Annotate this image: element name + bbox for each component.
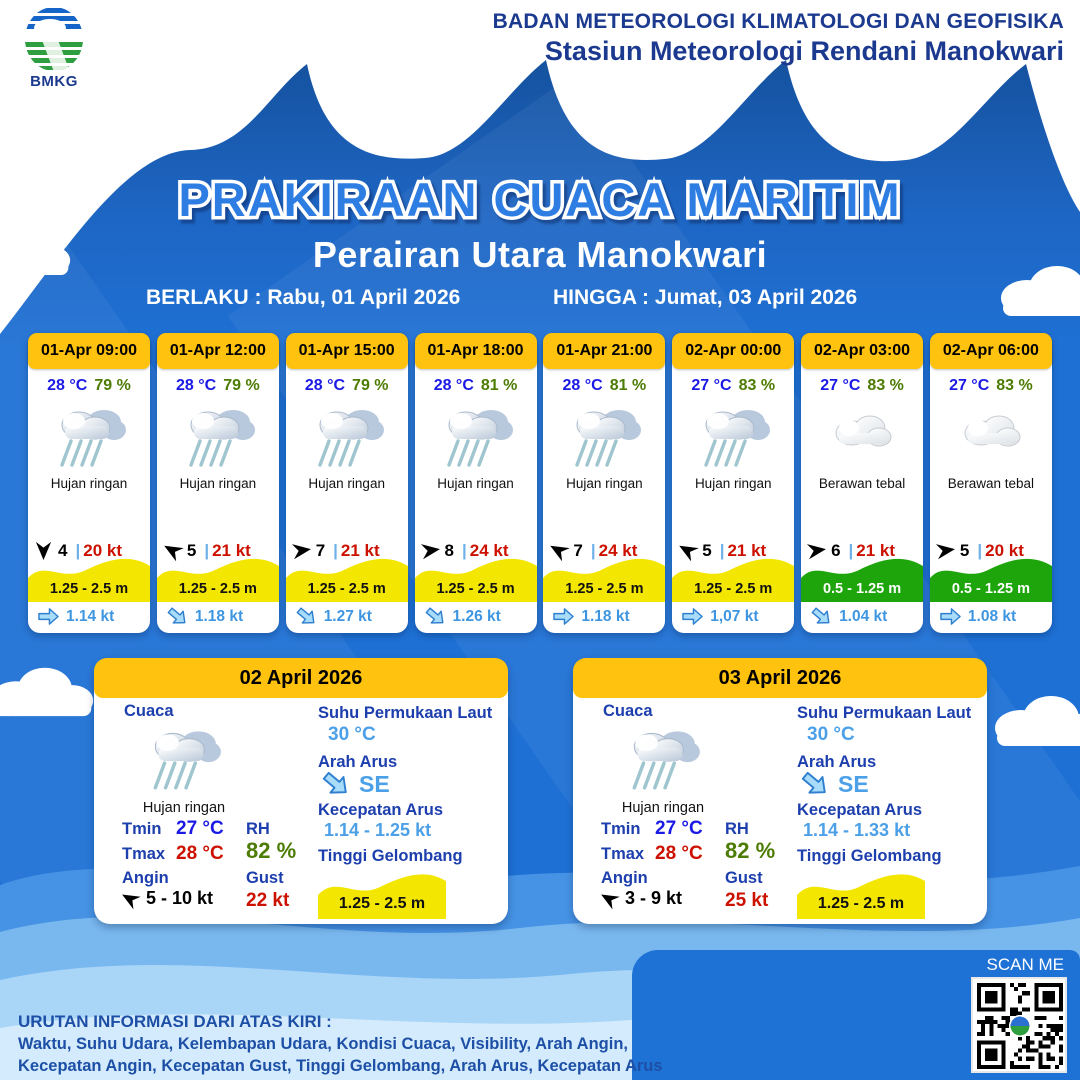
current-speed: 1.18 kt <box>581 607 630 625</box>
wind-direction-icon <box>595 885 622 912</box>
current-row <box>938 603 1048 630</box>
current-direction-icon <box>794 763 837 805</box>
wave-height: 1.25 - 2.5 m <box>307 581 386 597</box>
hourly-forecast-card <box>801 333 923 633</box>
tmax-value: 28 °C <box>176 843 224 864</box>
current-speed: 1.08 kt <box>967 607 1017 625</box>
daily-date: 02 April 2026 <box>94 658 508 698</box>
daily-date: 03 April 2026 <box>573 658 987 698</box>
gust-speed: 24 kt <box>598 540 638 560</box>
current-row <box>809 603 919 630</box>
label-current-direction: Arah Arus <box>797 753 877 771</box>
weather-condition: Hujan ringan <box>694 476 772 491</box>
weather-icon-box <box>436 395 516 475</box>
wave-height: 1.25 - 2.5 m <box>178 581 257 597</box>
label-gust: Gust <box>725 869 763 887</box>
daily-row <box>0 658 1080 928</box>
wind-direction-icon <box>805 539 829 563</box>
current-speed-range: 1.14 - 1.33 kt <box>803 820 911 840</box>
wind-direction-icon <box>934 539 958 563</box>
org-name-line1: BADAN METEOROLOGI KLIMATOLOGI DAN GEOFISIKA <box>492 10 1064 33</box>
separator-pipe: | <box>977 540 983 560</box>
daily-condition: Hujan ringan <box>142 800 226 816</box>
scan-me-label: SCAN ME <box>986 955 1064 974</box>
valid-from-date: Rabu, 01 April 2026 <box>267 286 461 309</box>
gust-speed: 20 kt <box>985 540 1024 560</box>
separator-pipe: | <box>204 540 210 560</box>
current-speed: 1.04 kt <box>839 607 888 625</box>
footer-info <box>18 1012 663 1076</box>
validity-row <box>0 286 1080 316</box>
label-gust: Gust <box>246 869 284 887</box>
air-temperature: 28 °C <box>176 377 217 394</box>
temp-humidity-row <box>286 377 408 395</box>
current-row <box>680 603 790 630</box>
current-direction-row <box>799 770 869 798</box>
label-tmin: Tmin <box>601 820 641 838</box>
current-direction-icon <box>419 600 452 632</box>
current-row <box>294 603 404 630</box>
weather-icon-box <box>822 395 902 475</box>
wind-row <box>548 540 662 561</box>
label-rh: RH <box>246 820 270 838</box>
label-tmax: Tmax <box>601 845 645 863</box>
visibility-value: 6 <box>831 540 841 560</box>
current-direction-icon <box>161 600 194 632</box>
visibility-value: 7 <box>573 540 583 560</box>
visibility-value: 7 <box>315 540 326 560</box>
footer-line1: Waktu, Suhu Udara, Kelembapan Udara, Kondisi Cuaca, Visibility, Arah Angin, <box>18 1035 629 1053</box>
label-tmax: Tmax <box>122 845 166 863</box>
current-direction-icon <box>805 600 838 632</box>
valid-to-label: HINGGA : <box>553 286 650 309</box>
rain-cloud-icon <box>307 395 387 475</box>
tmin-value: 27 °C <box>176 818 224 839</box>
weather-icon-box <box>951 395 1031 475</box>
humidity: 79 % <box>94 377 131 394</box>
bmkg-logo <box>18 6 90 90</box>
visibility-value: 8 <box>444 540 454 560</box>
wind-direction-icon <box>116 885 143 912</box>
visibility-value: 5 <box>959 540 970 560</box>
current-direction-icon <box>36 606 61 627</box>
air-temperature: 27 °C <box>691 377 732 394</box>
forecast-time: 02-Apr 03:00 <box>801 333 923 369</box>
gust-speed: 24 kt <box>469 540 509 560</box>
air-temperature: 27 °C <box>949 377 990 394</box>
label-cuaca: Cuaca <box>124 702 174 720</box>
current-speed: 1.14 kt <box>66 607 115 625</box>
rh-value: 82 % <box>725 838 776 863</box>
wind-row <box>162 540 276 561</box>
current-speed: 1.26 kt <box>452 607 501 625</box>
rain-cloud-icon <box>693 395 773 475</box>
gust-speed: 20 kt <box>83 540 122 560</box>
current-speed: 1,07 kt <box>710 607 759 625</box>
wind-direction-icon <box>33 540 54 561</box>
current-speed: 1.18 kt <box>194 607 244 625</box>
humidity: 83 % <box>996 377 1033 394</box>
forecast-time: 02-Apr 00:00 <box>672 333 794 369</box>
rain-cloud-icon <box>436 395 516 475</box>
current-direction-value: SE <box>838 770 869 797</box>
weather-condition: Berawan tebal <box>947 476 1035 491</box>
valid-from-label: BERLAKU : <box>146 286 262 309</box>
qr-code <box>971 977 1067 1073</box>
air-temperature: 28 °C <box>47 377 88 394</box>
scan-panel <box>632 950 1080 1080</box>
wind-range: 5 - 10 kt <box>146 888 214 908</box>
weather-condition: Hujan ringan <box>566 476 643 491</box>
hourly-forecast-card <box>286 333 408 633</box>
temp-humidity-row <box>157 377 279 395</box>
humidity: 83 % <box>738 377 776 394</box>
hourly-forecast-card <box>415 333 537 633</box>
air-temperature: 28 °C <box>304 377 346 394</box>
hourly-forecast-card <box>930 333 1052 633</box>
forecast-time: 01-Apr 18:00 <box>415 333 537 369</box>
weather-icon-box <box>307 395 387 475</box>
main-title <box>0 166 1080 236</box>
weather-condition: Hujan ringan <box>179 476 257 491</box>
weather-condition: Hujan ringan <box>308 476 385 491</box>
air-temperature: 27 °C <box>820 377 861 394</box>
rain-cloud-icon <box>178 395 258 475</box>
current-direction-icon <box>315 763 358 805</box>
wave-height: 1.25 - 2.5 m <box>694 581 773 597</box>
temp-humidity-row <box>415 377 537 395</box>
wind-direction-icon <box>673 536 702 565</box>
separator-pipe: | <box>333 540 338 560</box>
current-speed: 1.27 kt <box>323 607 372 625</box>
gust-speed: 21 kt <box>727 540 767 560</box>
wind-row <box>33 540 147 561</box>
label-wave-height: Tinggi Gelombang <box>318 847 463 865</box>
air-temperature: 28 °C <box>433 377 474 394</box>
weather-icon-box <box>49 395 129 475</box>
label-wave-height: Tinggi Gelombang <box>797 847 942 865</box>
thick-cloud-icon <box>951 395 1031 475</box>
sea-surface-temp-value: 30 °C <box>328 724 376 745</box>
current-row <box>551 603 661 630</box>
weather-condition: Hujan ringan <box>437 476 514 491</box>
wind-direction-icon <box>545 536 574 565</box>
wind-row <box>806 540 920 561</box>
humidity: 81 % <box>480 377 518 394</box>
hourly-forecast-card <box>672 333 794 633</box>
current-direction-icon <box>290 600 323 632</box>
forecast-time: 01-Apr 21:00 <box>543 333 665 369</box>
wave-height: 0.5 - 1.25 m <box>951 581 1030 597</box>
bmkg-logo-label: BMKG <box>30 73 78 90</box>
hourly-forecast-card <box>28 333 150 633</box>
separator-pipe: | <box>719 540 725 560</box>
wind-direction-icon <box>289 539 313 563</box>
valid-to-date: Jumat, 03 April 2026 <box>654 286 858 309</box>
weather-icon-box <box>693 395 773 475</box>
wave-height: 0.5 - 1.25 m <box>822 581 902 597</box>
thick-cloud-icon <box>822 395 902 475</box>
current-direction-row <box>320 770 390 798</box>
humidity: 79 % <box>352 377 389 394</box>
rain-cloud-icon <box>142 716 224 798</box>
daily-wind-row <box>120 888 213 909</box>
daily-wave-box <box>797 861 925 919</box>
org-name-block <box>493 10 1064 67</box>
visibility-value: 5 <box>186 540 197 560</box>
daily-wave-box <box>318 861 446 919</box>
gust-speed: 21 kt <box>856 540 896 560</box>
tmin-value: 27 °C <box>655 818 703 839</box>
footer-heading: URUTAN INFORMASI DARI ATAS KIRI : <box>18 1012 332 1031</box>
wave-height: 1.25 - 2.5 m <box>49 581 129 597</box>
visibility-value: 4 <box>58 540 68 560</box>
label-current-direction: Arah Arus <box>318 753 398 771</box>
temp-humidity-row <box>672 377 794 395</box>
air-temperature: 28 °C <box>562 377 603 394</box>
daily-weather-icon <box>142 716 224 798</box>
humidity: 79 % <box>223 377 260 394</box>
label-cuaca: Cuaca <box>603 702 653 720</box>
forecast-time: 01-Apr 12:00 <box>157 333 279 369</box>
wave-height: 1.25 - 2.5 m <box>565 581 644 597</box>
valid-from <box>146 286 460 310</box>
label-current-speed: Kecepatan Arus <box>318 801 444 819</box>
separator-pipe: | <box>75 540 81 560</box>
temp-humidity-row <box>801 377 923 395</box>
daily-forecast-card <box>573 658 987 924</box>
separator-pipe: | <box>590 540 596 560</box>
wind-row <box>291 540 405 561</box>
weather-condition: Berawan tebal <box>818 476 906 491</box>
current-row <box>36 603 146 630</box>
org-name-line2: Stasiun Meteorologi Rendani Manokwari <box>544 36 1064 66</box>
temp-humidity-row <box>930 377 1052 395</box>
gust-value: 22 kt <box>246 890 290 911</box>
forecast-time: 02-Apr 06:00 <box>930 333 1052 369</box>
current-direction-icon <box>551 606 576 627</box>
hourly-forecast-card <box>543 333 665 633</box>
humidity: 81 % <box>609 377 647 394</box>
tmax-value: 28 °C <box>655 843 703 864</box>
label-sea-surface-temp: Suhu Permukaan Laut <box>797 704 972 722</box>
wind-row <box>420 540 534 561</box>
qr-center-logo <box>1009 1015 1031 1037</box>
label-current-speed: Kecepatan Arus <box>797 801 923 819</box>
temp-humidity-row <box>28 377 150 395</box>
daily-wind-row <box>599 888 682 909</box>
humidity: 83 % <box>867 377 904 394</box>
label-rh: RH <box>725 820 749 838</box>
header-bar <box>0 0 1080 110</box>
sea-surface-temp-value: 30 °C <box>807 724 855 745</box>
wind-direction-icon <box>418 539 442 563</box>
footer-line2: Kecepatan Angin, Kecepatan Gust, Tinggi Gelombang, Arah Arus, Kecepatan Arus <box>18 1057 663 1075</box>
forecast-time: 01-Apr 09:00 <box>28 333 150 369</box>
label-tmin: Tmin <box>122 820 162 838</box>
label-sea-surface-temp: Suhu Permukaan Laut <box>318 704 493 722</box>
temp-humidity-row <box>543 377 665 395</box>
weather-icon-box <box>178 395 258 475</box>
current-direction-icon <box>938 606 963 627</box>
weather-icon-box <box>564 395 644 475</box>
page-subtitle: Perairan Utara Manokwari <box>312 234 768 275</box>
separator-pipe: | <box>848 540 854 560</box>
label-angin: Angin <box>601 869 648 887</box>
daily-wave-height: 1.25 - 2.5 m <box>338 895 426 912</box>
hourly-forecast-row <box>28 333 1052 633</box>
current-direction-icon <box>680 606 705 627</box>
daily-condition: Hujan ringan <box>621 800 705 816</box>
main-title-text: PRAKIRAAN CUACA MARITIM <box>178 173 902 226</box>
label-angin: Angin <box>122 869 169 887</box>
daily-wave-height: 1.25 - 2.5 m <box>817 895 905 912</box>
rain-cloud-icon <box>621 716 703 798</box>
hourly-forecast-card <box>157 333 279 633</box>
gust-speed: 21 kt <box>340 540 380 560</box>
valid-to <box>553 286 857 310</box>
wind-row <box>677 540 791 561</box>
separator-pipe: | <box>462 540 467 560</box>
wind-range: 3 - 9 kt <box>625 888 683 908</box>
daily-forecast-card <box>94 658 508 924</box>
visibility-value: 5 <box>702 540 712 560</box>
current-row <box>165 603 275 630</box>
rain-cloud-icon <box>49 395 129 475</box>
current-row <box>423 603 533 630</box>
forecast-time: 01-Apr 15:00 <box>286 333 408 369</box>
current-direction-value: SE <box>359 770 390 797</box>
wind-direction-icon <box>158 536 187 565</box>
current-speed-range: 1.14 - 1.25 kt <box>324 820 432 840</box>
gust-speed: 21 kt <box>212 540 251 560</box>
weather-condition: Hujan ringan <box>50 476 128 491</box>
rain-cloud-icon <box>564 395 644 475</box>
wave-height: 1.25 - 2.5 m <box>436 581 515 597</box>
daily-weather-icon <box>621 716 703 798</box>
bmkg-logo-icon <box>24 6 84 72</box>
gust-value: 25 kt <box>725 890 769 911</box>
wind-row <box>935 540 1049 561</box>
rh-value: 82 % <box>246 838 297 863</box>
